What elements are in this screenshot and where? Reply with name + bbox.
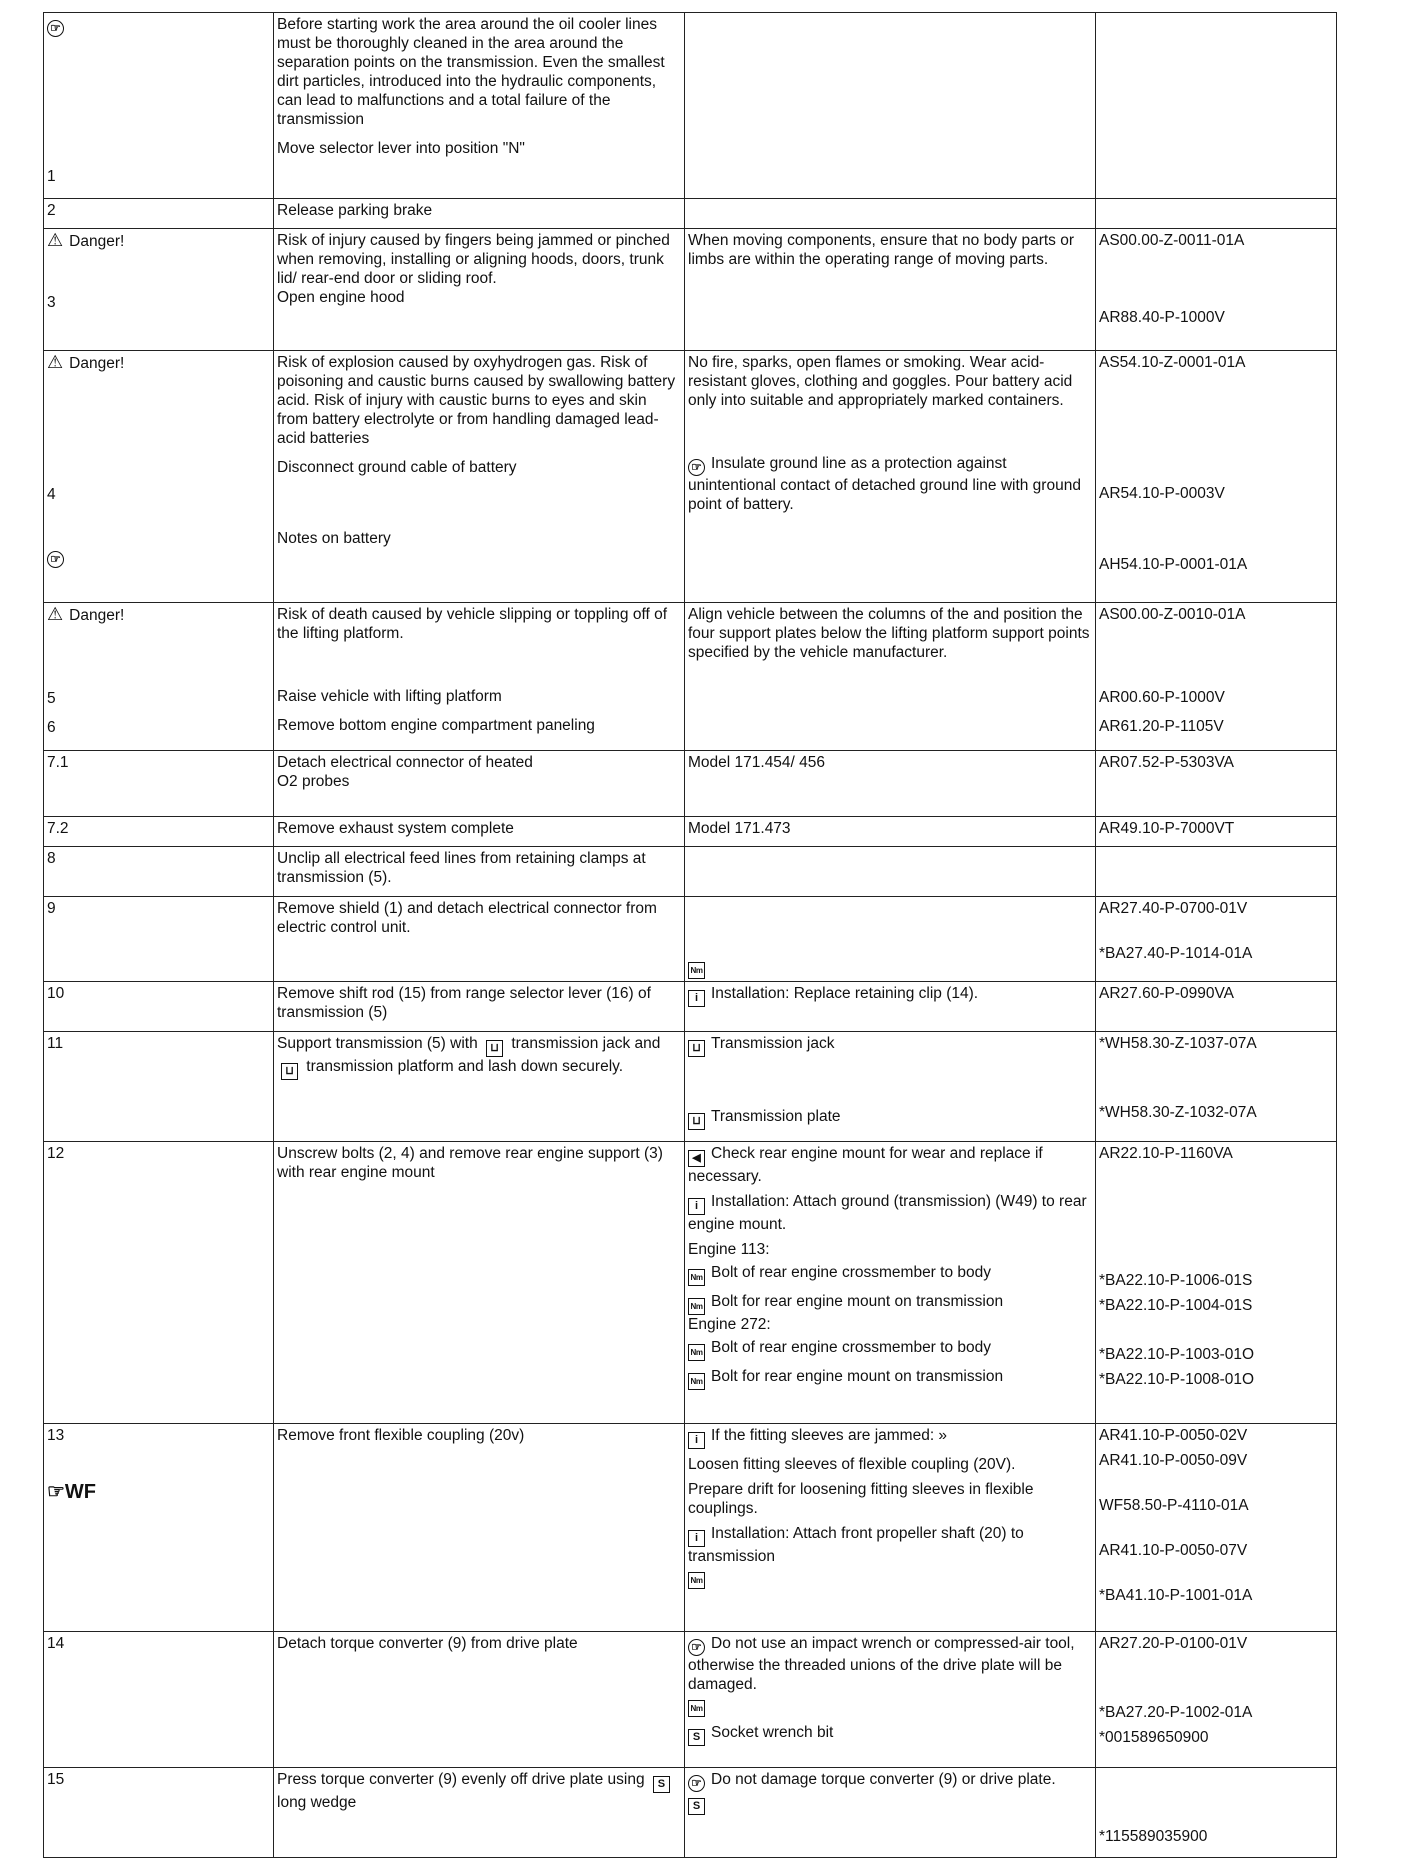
cell-text: Support transmission (5) with ⊔ transmission jack and ⊔ transmission platform and lash down securely. [277,1034,681,1080]
reference-cell [1096,1768,1337,1858]
cell-text [688,899,1092,918]
step-cell [44,1032,274,1142]
note-icon: ☞ [688,459,705,476]
cell-text: *BA41.10-P-1001-01A [1099,1587,1253,1604]
reference-cell [1096,13,1337,199]
instruction-cell [274,13,685,199]
note-icon: ☞ [688,1639,705,1656]
cell-text: ☞ Do not use an impact wrench or compressed-air tool, otherwise the threaded unions of the drive plate will be damaged. [688,1635,1075,1693]
cell-text [688,956,1092,979]
table-row [44,751,1337,817]
cell-text: ◀ Check rear engine mount for wear and replace if necessary. [688,1145,1043,1185]
note-cell [685,351,1096,603]
cell-text: *BA22.10-P-1004-01S [1099,1297,1253,1314]
cell-text: Before starting work the area around the oil cooler lines must be thoroughly cleaned in the area around the separation points on the transmission. Even the smallest dirt particles, introduced into the hydraulic components, can lead to malfunctions and a total failure of the transmission [277,16,665,128]
nm-icon: Nm [688,1344,705,1361]
table-row [44,1142,1337,1424]
inspect-icon: ◀ [688,1150,705,1167]
cell-text: O2 probes [277,773,350,790]
cell-text: Unclip all electrical feed lines from retaining clamps at transmission (5). [277,850,646,886]
step-cell [44,847,274,897]
cell-text: AR00.60-P-1000V [1099,689,1225,706]
step-cell [44,13,274,199]
note-cell [685,1768,1096,1858]
cell-text: *BA22.10-P-1006-01S [1099,1272,1253,1289]
note-cell [685,982,1096,1032]
cell-text: Model 171.473 [688,820,791,837]
jack-icon: ⊔ [688,1040,705,1057]
cell-text: When moving components, ensure that no body parts or limbs are within the operating range of moving parts. [688,232,1074,268]
nm-icon: Nm [688,1572,705,1589]
cell-text [688,1694,1092,1717]
reference-cell [1096,1424,1337,1632]
instruction-cell [274,1632,685,1768]
instruction-cell [274,982,685,1032]
cell-text: Engine 272: [688,1316,771,1333]
table-row [44,817,1337,847]
note-cell [685,897,1096,982]
table-row [44,897,1337,982]
note-icon: ☞ [688,1775,705,1792]
instruction-cell [274,1424,685,1632]
cell-text: AS00.00-Z-0010-01A [1099,606,1246,623]
cell-text: 12 [47,1145,65,1162]
cell-text: *BA27.20-P-1002-01A [1099,1704,1253,1721]
nm-icon: Nm [688,1298,705,1315]
cell-text: ⚠ Danger! [47,230,125,250]
note-cell [685,1424,1096,1632]
cell-text: Remove shield (1) and detach electrical connector from electric control unit. [277,900,657,936]
reference-cell [1096,1142,1337,1424]
instruction-cell [274,1768,685,1858]
tool-icon: S [653,1776,670,1793]
reference-cell [1096,1632,1337,1768]
reference-cell [1096,847,1337,897]
cell-text: Prepare drift for loosening fitting sleeves in flexible couplings. [688,1481,1034,1517]
cell-text: Disconnect ground cable of battery [277,459,517,476]
note-cell [685,1032,1096,1142]
table-row [44,847,1337,897]
cell-text: Move selector lever into position "N" [277,140,525,157]
note-cell [685,1142,1096,1424]
cell-text: AS54.10-Z-0001-01A [1099,354,1246,371]
wf-marker: ☞WF [47,1481,97,1503]
cell-text: ⚠ Danger! [47,352,125,372]
cell-text: 13 [47,1427,65,1444]
cell-text: Risk of death caused by vehicle slipping or toppling off of the lifting platform. [277,606,668,642]
note-cell [685,603,1096,751]
procedure-table-body [44,13,1337,1858]
instruction-cell [274,897,685,982]
reference-cell [1096,1032,1337,1142]
cell-text [1099,1770,1333,1789]
cell-text: *WH58.30-Z-1032-07A [1099,1104,1257,1121]
cell-text: ⚠ Danger! [47,604,125,624]
cell-text: i Installation: Replace retaining clip (14). [688,984,1092,1007]
cell-text: AR07.52-P-5303VA [1099,754,1234,771]
cell-text: Model 171.454/ 456 [688,754,826,771]
table-row [44,1424,1337,1632]
cell-text: 15 [47,1771,65,1788]
cell-text: 1 [47,168,56,185]
warning-icon: ⚠ [47,230,64,250]
reference-cell [1096,897,1337,982]
reference-cell [1096,982,1337,1032]
cell-text: ⊔ Transmission plate [688,1107,1092,1130]
cell-text: Risk of injury caused by fingers being jammed or pinched when removing, installing or aligning hoods, doors, trunk lid/ rear-end door or sliding roof. [277,232,670,287]
instruction-cell [274,229,685,351]
instruction-cell [274,817,685,847]
table-row [44,13,1337,199]
instruction-cell [274,751,685,817]
cell-text: AR61.20-P-1105V [1099,718,1224,735]
cell-text: Unscrew bolts (2, 4) and remove rear engine support (3) with rear engine mount [277,1145,663,1181]
tool-icon: S [688,1798,705,1815]
cell-text: Nm Bolt of rear engine crossmember to body [688,1263,1092,1286]
step-cell [44,603,274,751]
table-row [44,199,1337,229]
instruction-cell [274,603,685,751]
cell-text: *001589650900 [1099,1729,1209,1746]
step-cell [44,351,274,603]
info-icon: i [688,990,705,1007]
note-cell [685,847,1096,897]
cell-text: Engine 113: [688,1241,770,1258]
step-cell [44,199,274,229]
nm-icon: Nm [688,1373,705,1390]
cell-text: *WH58.30-Z-1037-07A [1099,1035,1257,1052]
nm-icon: Nm [688,1269,705,1286]
note-cell [685,751,1096,817]
cell-text: 4 [47,486,56,503]
procedure-table [43,12,1337,1858]
cell-text: AH54.10-P-0001-01A [1099,556,1248,573]
cell-text: Remove shift rod (15) from range selector lever (16) of transmission (5) [277,985,651,1021]
cell-text: *BA27.40-P-1014-01A [1099,945,1253,962]
table-row [44,229,1337,351]
cell-text: Remove bottom engine compartment paneling [277,717,595,734]
cell-text: Nm Bolt for rear engine mount on transmission [688,1292,1092,1315]
table-row [44,603,1337,751]
tool-icon: S [688,1729,705,1746]
instruction-cell [274,199,685,229]
cell-text: AR27.20-P-0100-01V [1099,1635,1248,1652]
cell-text: 10 [47,985,65,1002]
step-cell [44,1768,274,1858]
step-cell [44,229,274,351]
cell-text [688,1792,1092,1815]
nm-icon: Nm [688,1700,705,1717]
reference-cell [1096,817,1337,847]
cell-text: Remove exhaust system complete [277,820,514,837]
info-icon: i [688,1198,705,1215]
cell-text: Open engine hood [277,289,405,306]
info-icon: i [688,1432,705,1449]
cell-text: *115589035900 [1099,1828,1208,1845]
cell-text: i If the fitting sleeves are jammed: » [688,1426,1092,1449]
cell-text: Nm Bolt for rear engine mount on transmission [688,1367,1092,1390]
cell-text: 7.1 [47,754,69,771]
note-cell [685,1632,1096,1768]
cell-text: Press torque converter (9) evenly off drive plate using S long wedge [277,1770,681,1812]
table-row [44,982,1337,1032]
cell-text: No fire, sparks, open flames or smoking. Wear acid-resistant gloves, clothing and goggles. Pour battery acid only into suitable and appropriately marked containers. [688,354,1073,409]
instruction-cell [274,1142,685,1424]
cell-text [47,15,270,37]
cell-text: 9 [47,900,56,917]
cell-text: *BA22.10-P-1003-01O [1099,1346,1255,1363]
reference-cell [1096,229,1337,351]
cell-text: 8 [47,850,56,867]
table-row [44,1032,1337,1142]
step-cell [44,982,274,1032]
cell-text: ⊔ Transmission jack [688,1034,1092,1057]
note-icon: ☞ [47,551,64,568]
warning-icon: ⚠ [47,604,64,624]
cell-text: ☞ Do not damage torque converter (9) or drive plate. [688,1770,1092,1792]
cell-text: Detach electrical connector of heated [277,754,533,771]
cell-text: i Installation: Attach front propeller shaft (20) to transmission [688,1525,1024,1565]
note-cell [685,817,1096,847]
note-cell [685,229,1096,351]
cell-text: 11 [47,1035,64,1052]
cell-text: 7.2 [47,820,69,837]
note-icon: ☞ [47,20,64,37]
cell-text: Loosen fitting sleeves of flexible coupling (20V). [688,1456,1016,1473]
jack-icon: ⊔ [281,1063,298,1080]
note-cell [685,13,1096,199]
cell-text: ☞ Insulate ground line as a protection against unintentional contact of detached ground line with ground point of battery. [688,455,1081,513]
cell-text: Notes on battery [277,530,391,547]
jack-icon: ⊔ [688,1113,705,1130]
step-cell [44,1424,274,1632]
step-cell [44,751,274,817]
cell-text: 3 [47,294,56,311]
instruction-cell [274,847,685,897]
step-cell [44,817,274,847]
cell-text [47,546,270,568]
cell-text: AR49.10-P-7000VT [1099,820,1235,837]
nm-icon: Nm [688,962,705,979]
cell-text: 14 [47,1635,65,1652]
cell-text: AR41.10-P-0050-07V [1099,1542,1248,1559]
instruction-cell [274,351,685,603]
reference-cell [1096,751,1337,817]
cell-text: i Installation: Attach ground (transmission) (W49) to rear engine mount. [688,1193,1087,1233]
warning-icon: ⚠ [47,352,64,372]
step-cell [44,897,274,982]
reference-cell [1096,199,1337,229]
note-cell [685,199,1096,229]
cell-text: AR88.40-P-1000V [1099,309,1225,326]
cell-text: AR27.60-P-0990VA [1099,985,1234,1002]
instruction-cell [274,1032,685,1142]
cell-text: AS00.00-Z-0011-01A [1099,232,1245,249]
step-cell [44,1142,274,1424]
cell-text: 6 [47,719,56,736]
table-row [44,351,1337,603]
table-row [44,1768,1337,1858]
cell-text: AR54.10-P-0003V [1099,485,1225,502]
cell-text: WF58.50-P-4110-01A [1099,1497,1249,1514]
cell-text [688,1566,1092,1589]
cell-text: Risk of explosion caused by oxyhydrogen gas. Risk of poisoning and caustic burns caused by swallowing battery acid. Risk of injury with caustic burns to eyes and skin from battery electrolyte or from handling damaged lead-acid batteries [277,354,676,447]
table-row [44,1632,1337,1768]
step-cell [44,1632,274,1768]
cell-text: AR41.10-P-0050-09V [1099,1452,1248,1469]
cell-text: Raise vehicle with lifting platform [277,688,502,705]
cell-text: 2 [47,202,56,219]
cell-text: Remove front flexible coupling (20v) [277,1427,525,1444]
reference-cell [1096,603,1337,751]
jack-icon: ⊔ [486,1040,503,1057]
cell-text: Release parking brake [277,202,433,219]
cell-text: AR27.40-P-0700-01V [1099,900,1248,917]
cell-text: Detach torque converter (9) from drive plate [277,1635,578,1652]
cell-text: 5 [47,690,56,707]
cell-text: Align vehicle between the columns of the and position the four support plates below the lifting platform support points specified by the vehicle manufacturer. [688,606,1090,661]
info-icon: i [688,1530,705,1547]
cell-text: S Socket wrench bit [688,1723,1092,1746]
cell-text: *BA22.10-P-1008-01O [1099,1371,1255,1388]
cell-text: AR22.10-P-1160VA [1099,1145,1233,1162]
cell-text: Nm Bolt of rear engine crossmember to body [688,1338,1092,1361]
cell-text: AR41.10-P-0050-02V [1099,1427,1248,1444]
reference-cell [1096,351,1337,603]
